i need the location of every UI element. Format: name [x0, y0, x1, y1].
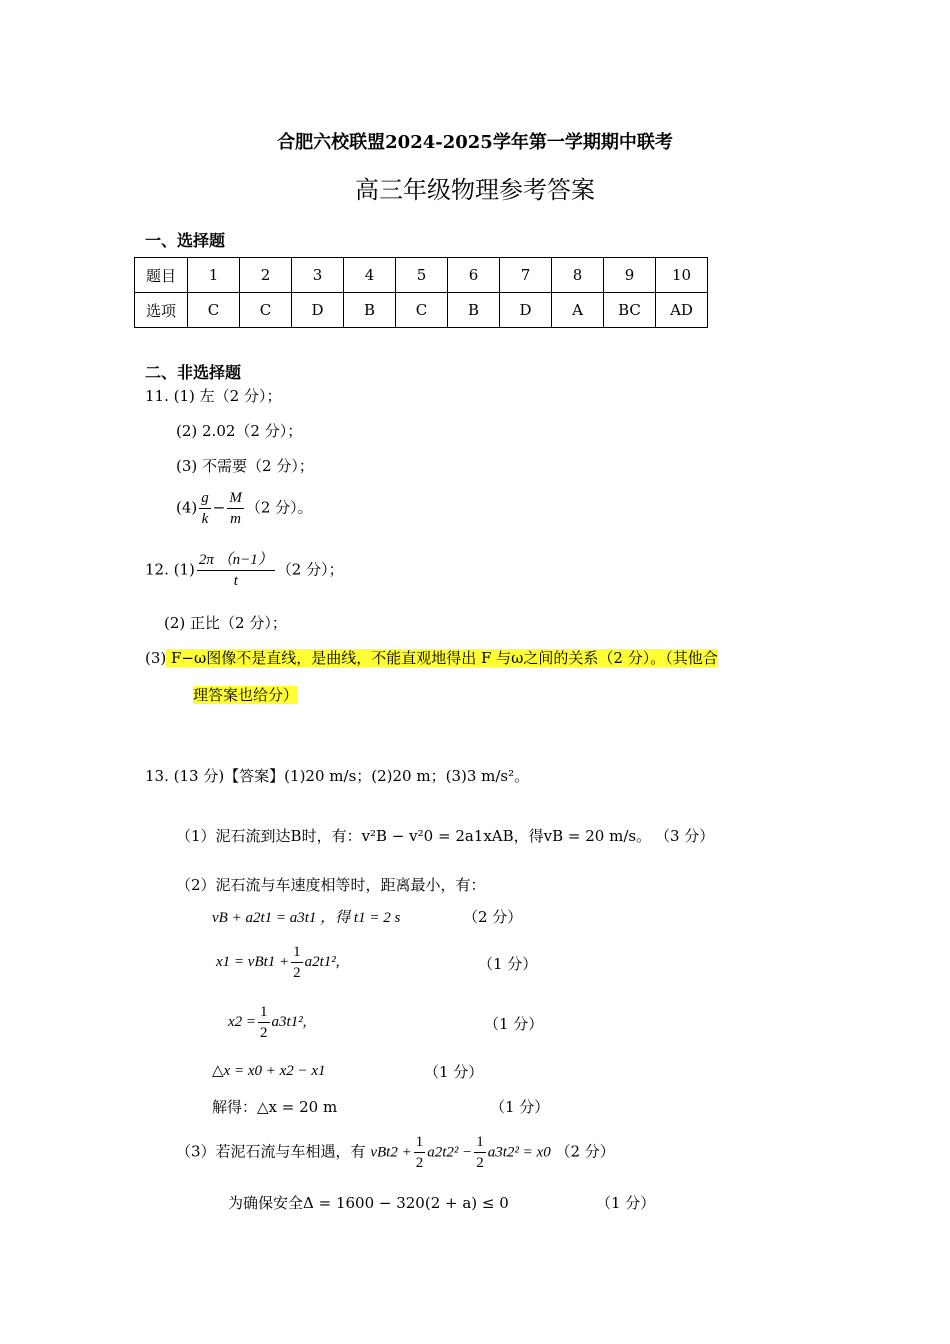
- table-cell: B: [344, 293, 396, 328]
- table-cell: 题目: [135, 258, 188, 293]
- section2-heading: 二、非选择题: [145, 363, 242, 382]
- fraction-denominator: k: [201, 511, 209, 527]
- step3-eq-left: vBt2 +: [370, 1144, 412, 1161]
- fraction-one-half: [414, 1132, 426, 1173]
- fraction-numerator: g: [199, 488, 211, 509]
- table-cell: D: [500, 293, 552, 328]
- fraction-numerator: 2π （n−1）: [197, 550, 275, 571]
- table-cell: C: [188, 293, 240, 328]
- table-cell: D: [292, 293, 344, 328]
- table-cell: 2: [240, 258, 292, 293]
- eq2-left: x1 = vBt1 +: [216, 953, 290, 970]
- q13-header: 13. (13 分)【答案】(1)20 m/s；(2)20 m；(3)3 m/s²。: [145, 767, 530, 785]
- fraction-g-over-k: [199, 488, 211, 529]
- eq3-right: a3t1²,: [271, 1013, 307, 1030]
- eq2-right: a2t1²,: [304, 953, 340, 970]
- q11-p4-prefix: (4): [176, 498, 198, 517]
- q13-eq3: [228, 1002, 306, 1043]
- table-cell: 7: [500, 258, 552, 293]
- step3-eq-mid: a2t2² −: [427, 1144, 473, 1161]
- step3-score: （2 分）: [555, 1142, 615, 1161]
- q13-eq4: △x = x0 + x2 − x1: [212, 1063, 326, 1079]
- fraction-M-over-m: [227, 488, 244, 529]
- q13-step1-score: （3 分）: [655, 827, 715, 845]
- q12-label: 12.: [145, 560, 169, 579]
- highlighted-answer: F−ω图像不是直线，是曲线，不能直观地得出 F 与ω之间的关系（2 分）。（其他合: [166, 649, 718, 667]
- q13-eq5: 解得：△x = 20 m: [212, 1098, 338, 1116]
- table-cell: BC: [604, 293, 656, 328]
- eq3-left: x2 =: [228, 1013, 257, 1030]
- table-cell: AD: [656, 293, 708, 328]
- section1-heading: 一、选择题: [145, 231, 226, 250]
- fraction-denominator: 2: [415, 1155, 424, 1171]
- q13-eq6-score: （1 分）: [596, 1194, 656, 1212]
- table-cell: A: [552, 293, 604, 328]
- q11-p4-suffix: （2 分）。: [245, 498, 313, 517]
- q13-eq1: vB + a2t1 = a3t1 ，得 t1 = 2 s: [212, 910, 401, 926]
- fraction-denominator: t: [233, 573, 238, 589]
- page-subtitle: 高三年级物理参考答案: [355, 176, 595, 204]
- q11-part3: (3) 不需要（2 分）；: [176, 457, 314, 475]
- q11-p1: (1) 左（2 分）；: [173, 387, 282, 405]
- table-cell: 10: [656, 258, 708, 293]
- q12-part3: [145, 647, 718, 668]
- table-cell: 3: [292, 258, 344, 293]
- fraction-numerator: 1: [414, 1132, 426, 1153]
- fraction-numerator: M: [227, 488, 244, 509]
- fraction-2pi-n: [197, 550, 275, 591]
- fraction-one-half: [474, 1132, 486, 1173]
- table-cell: C: [396, 293, 448, 328]
- fraction-one-half: [291, 942, 303, 983]
- q13-eq4-score: （1 分）: [424, 1063, 484, 1081]
- q12-part1: [145, 550, 344, 591]
- fraction-denominator: 2: [260, 1025, 268, 1041]
- q11-part1: [145, 385, 281, 406]
- table-cell: 1: [188, 258, 240, 293]
- q12-part2: (2) 正比（2 分）；: [164, 614, 287, 632]
- answer-table: [134, 257, 708, 328]
- table-cell: 6: [448, 258, 500, 293]
- minus-sign: −: [212, 498, 226, 517]
- q13-eq1-score: （2 分）: [463, 908, 523, 926]
- page-title: 合肥六校联盟2024-2025学年第一学期期中联考: [277, 132, 673, 153]
- step3-eq-right: a3t2² = x0: [487, 1144, 551, 1161]
- table-cell: 8: [552, 258, 604, 293]
- table-cell: 4: [344, 258, 396, 293]
- table-cell: 9: [604, 258, 656, 293]
- table-cell: 选项: [135, 293, 188, 328]
- fraction-denominator: 2: [293, 965, 301, 981]
- q13-eq5-score: （1 分）: [490, 1098, 550, 1116]
- q13-eq3-score: （1 分）: [484, 1015, 544, 1033]
- highlighted-answer: 理答案也给分）: [193, 686, 299, 704]
- fraction-numerator: 1: [474, 1132, 486, 1153]
- table-row-numbers: [135, 258, 708, 293]
- q12-p3-prefix: (3): [145, 649, 167, 667]
- q12-p1-prefix: (1): [173, 560, 195, 579]
- table-row-answers: [135, 293, 708, 328]
- fraction-denominator: m: [230, 511, 241, 527]
- q13-eq6: 为确保安全Δ = 1600 − 320(2 + a) ≤ 0: [228, 1194, 509, 1212]
- table-cell: B: [448, 293, 500, 328]
- q13-eq2-score: （1 分）: [478, 955, 538, 973]
- q13-step1: （1）泥石流到达B时，有：v²B − v²0 = 2a1xAB，得vB = 20 m/s。: [176, 827, 652, 845]
- q11-label: 11.: [145, 387, 169, 405]
- fraction-numerator: 1: [291, 942, 303, 963]
- table-cell: C: [240, 293, 292, 328]
- q13-step2: （2）泥石流与车速度相等时，距离最小，有：: [176, 876, 486, 894]
- fraction-one-half: [258, 1002, 270, 1043]
- q11-part4: [176, 488, 313, 529]
- table-cell: 5: [396, 258, 448, 293]
- q12-p1-suffix: （2 分）；: [276, 560, 344, 579]
- step3-prefix: （3）若泥石流与车相遇，有: [176, 1142, 366, 1161]
- q13-eq2: [216, 942, 340, 983]
- q11-part2: (2) 2.02（2 分）；: [176, 422, 303, 440]
- fraction-numerator: 1: [258, 1002, 270, 1023]
- q12-part3-cont: [193, 684, 298, 705]
- fraction-denominator: 2: [476, 1155, 484, 1171]
- q13-step3: [176, 1132, 615, 1173]
